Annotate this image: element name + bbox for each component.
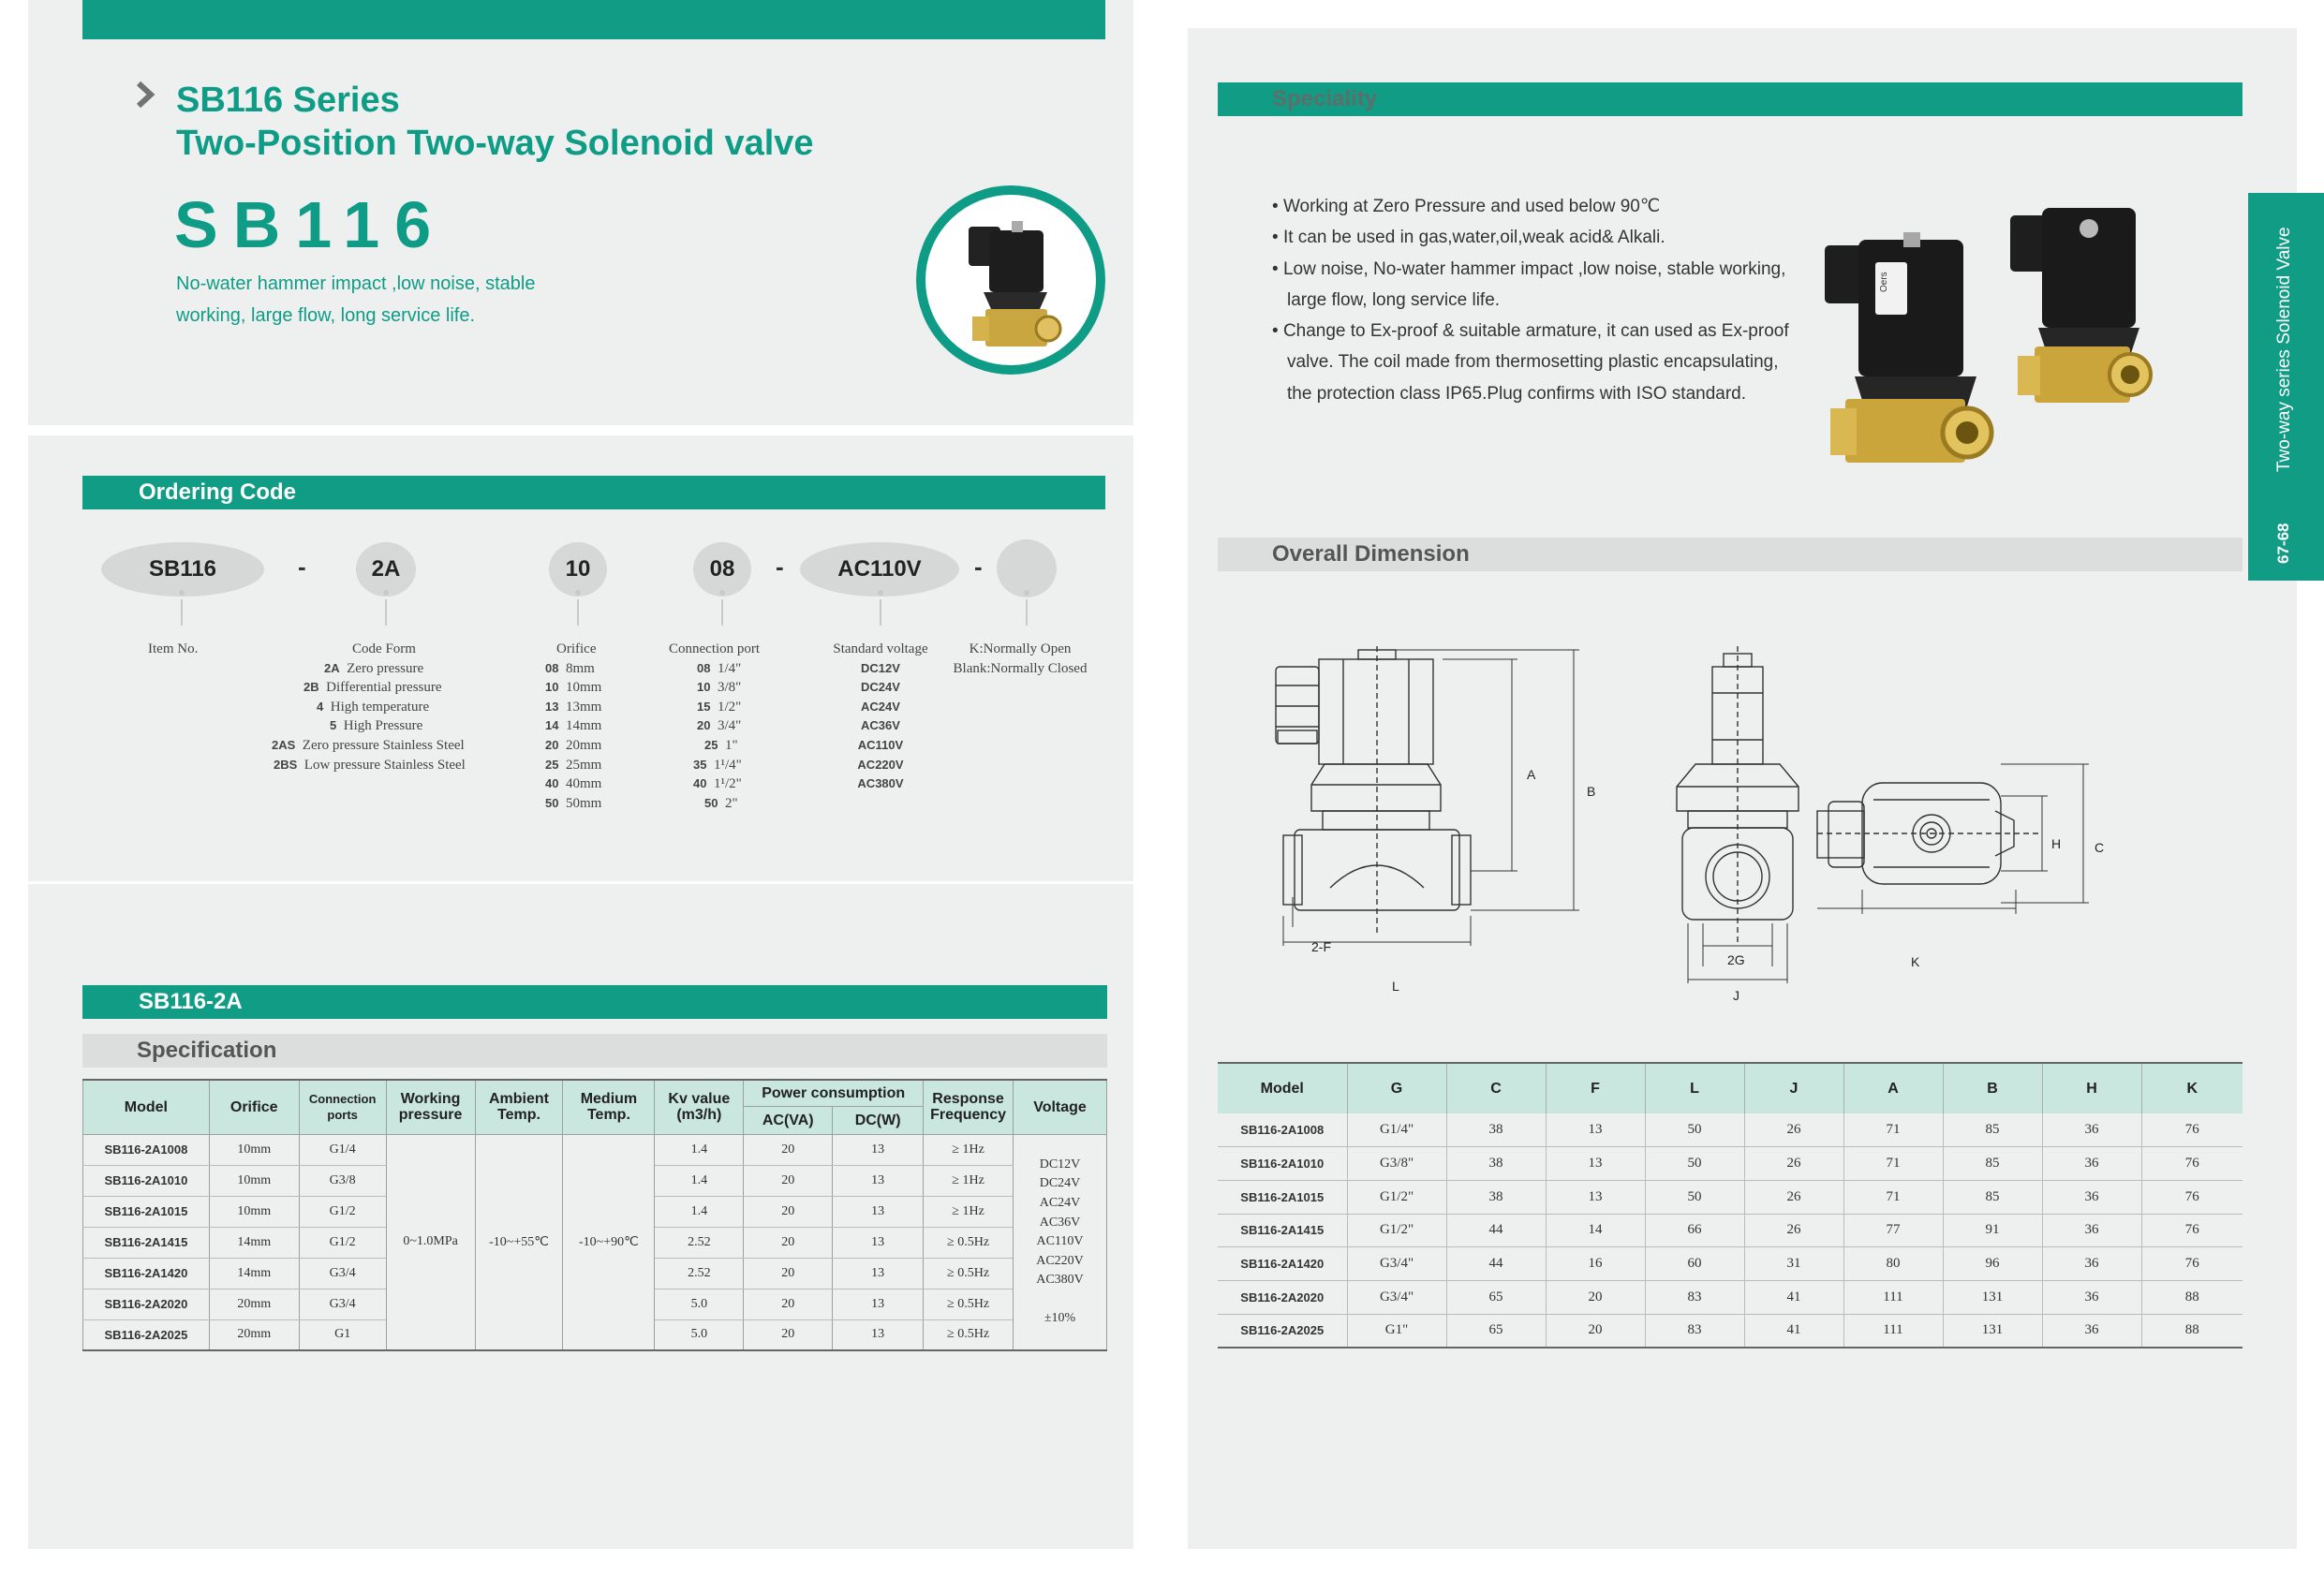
col-header: L [1645, 1063, 1744, 1113]
cell-model: SB116-2A1008 [83, 1134, 210, 1165]
cell-freq: ≥ 0.5Hz [924, 1289, 1014, 1319]
cell-k: 76 [2141, 1247, 2243, 1281]
col-header: Power consumption [744, 1080, 924, 1106]
dim-label-h: H [2051, 836, 2062, 851]
col-header: Orifice [209, 1080, 299, 1134]
col-header: A [1843, 1063, 1943, 1113]
dim-label-a: A [1527, 767, 1536, 782]
cell-k: 88 [2141, 1314, 2243, 1348]
col-header: Voltage [1014, 1080, 1107, 1134]
ordering-title: Ordering Code [139, 479, 297, 505]
cell-a: 71 [1843, 1180, 1943, 1214]
dim-label-g: 2G [1727, 952, 1745, 967]
normally-open-label: K:Normally Open [969, 641, 1072, 656]
pill-text: 08 [709, 556, 735, 582]
connector-line [880, 599, 881, 626]
connector-dot [383, 590, 389, 596]
dim-label-c: C [2095, 840, 2105, 855]
cell-dc: 13 [833, 1258, 924, 1289]
list-item: 25 25mm [545, 757, 602, 773]
table-row [1218, 1113, 2243, 1147]
dimension-drawing [1255, 637, 2192, 1011]
cell-f: 14 [1546, 1214, 1645, 1247]
cell-a: 71 [1843, 1147, 1943, 1181]
col-header: B [1943, 1063, 2042, 1113]
cell-orifice: 10mm [209, 1165, 299, 1196]
side-tab-label: Two-way series Solenoid Valve [2274, 227, 2294, 472]
list-item: 13 13mm [545, 699, 602, 715]
pill-orifice [549, 542, 607, 597]
brand-label: Oers [1879, 272, 1889, 292]
separator: - [776, 553, 784, 581]
pill-voltage [800, 542, 959, 597]
cell-f: 20 [1546, 1280, 1645, 1314]
cell-dc: 13 [833, 1196, 924, 1227]
col-header: Connection ports [299, 1080, 386, 1134]
separator: - [298, 553, 306, 581]
cell-ac: 20 [744, 1227, 833, 1258]
cell-l: 50 [1645, 1147, 1744, 1181]
cell-freq: ≥ 1Hz [924, 1134, 1014, 1165]
voltage-item: AC36V [1039, 1215, 1081, 1230]
cell-g: G3/4" [1347, 1280, 1446, 1314]
cell-pressure: 0~1.0MPa [386, 1134, 475, 1350]
list-item: 2B Differential pressure [303, 680, 442, 696]
connector-dot [179, 590, 185, 596]
table-row [83, 1134, 1107, 1165]
cell-model: SB116-2A2025 [1218, 1314, 1347, 1348]
cell-port: G3/8 [299, 1165, 386, 1196]
model-code: SB116 [174, 188, 447, 261]
list-item: AC36V [861, 718, 900, 733]
cell-b: 85 [1943, 1147, 2042, 1181]
connector-dot [1024, 590, 1029, 596]
cell-voltage [1014, 1134, 1107, 1350]
tagline-line: working, large flow, long service life. [176, 305, 476, 326]
normally-closed-label: Blank:Normally Closed [953, 660, 1088, 676]
series-title [176, 79, 814, 165]
list-item: 4 High temperature [317, 699, 430, 715]
list-item: 25 1" [704, 737, 738, 753]
cell-l: 50 [1645, 1180, 1744, 1214]
list-item: 2A Zero pressure [324, 660, 424, 676]
cell-orifice: 20mm [209, 1319, 299, 1350]
side-tab [2248, 193, 2324, 581]
cell-port: G1/4 [299, 1134, 386, 1165]
voltage-item: DC12V [1039, 1157, 1081, 1172]
cell-j: 41 [1744, 1280, 1843, 1314]
dim-label-l: L [1392, 979, 1399, 994]
cell-kv: 5.0 [655, 1289, 744, 1319]
list-item: 50 50mm [545, 795, 602, 811]
valve-icon [925, 195, 1096, 365]
cell-ac: 20 [744, 1196, 833, 1227]
specification-table [82, 1079, 1107, 1351]
cell-b: 96 [1943, 1247, 2042, 1281]
pill-text: 10 [565, 556, 591, 582]
cell-dc: 13 [833, 1319, 924, 1350]
cell-port: G3/4 [299, 1258, 386, 1289]
cell-orifice: 20mm [209, 1289, 299, 1319]
cell-f: 13 [1546, 1147, 1645, 1181]
table-row [1218, 1147, 2243, 1181]
voltage-list [821, 640, 940, 794]
cell-g: G1/2" [1347, 1214, 1446, 1247]
top-accent-bar [82, 0, 1105, 39]
dimension-title: Overall Dimension [1272, 541, 1470, 567]
list-item: • Low noise, No-water hammer impact ,low noise, stable working, large flow, long service life. [1272, 258, 1786, 310]
cell-port: G1/2 [299, 1196, 386, 1227]
cell-g: G1/4" [1347, 1113, 1446, 1147]
series-name: SB116 Series [176, 81, 400, 120]
list-item: 50 2" [704, 795, 738, 811]
cell-b: 85 [1943, 1113, 2042, 1147]
cell-port: G1 [299, 1319, 386, 1350]
list-item: 40 1¹/2" [693, 776, 742, 792]
voltage-item: DC24V [1039, 1176, 1081, 1191]
pill-normal [997, 539, 1057, 597]
list-item: 2BS Low pressure Stainless Steel [274, 757, 466, 773]
cell-ac: 20 [744, 1319, 833, 1350]
list-item: DC12V [861, 660, 900, 675]
table-row [1218, 1280, 2243, 1314]
cell-ac: 20 [744, 1289, 833, 1319]
cell-b: 131 [1943, 1280, 2042, 1314]
cell-a: 111 [1843, 1280, 1943, 1314]
cell-h: 36 [2042, 1214, 2141, 1247]
product-photo [1817, 197, 2211, 487]
cell-model: SB116-2A1415 [1218, 1214, 1347, 1247]
pill-text: AC110V [837, 556, 922, 582]
col-header: Ambient Temp. [475, 1080, 563, 1134]
normal-state-list [942, 640, 1098, 678]
list-item: 20 20mm [545, 737, 602, 753]
cell-g: G1/2" [1347, 1180, 1446, 1214]
cell-b: 131 [1943, 1314, 2042, 1348]
cell-j: 26 [1744, 1180, 1843, 1214]
voltage-label: Standard voltage [833, 641, 928, 656]
cell-j: 26 [1744, 1214, 1843, 1247]
cell-c: 38 [1446, 1147, 1546, 1181]
voltage-item: AC110V [1036, 1234, 1084, 1249]
pill-text: 2A [371, 556, 401, 582]
connector-dot [878, 590, 883, 596]
cell-orifice: 14mm [209, 1258, 299, 1289]
spec-section-title: SB116-2A [139, 989, 243, 1014]
voltage-item: AC220V [1036, 1253, 1084, 1268]
ordering-title-bar [82, 476, 1105, 509]
list-item: • It can be used in gas,water,oil,weak acid& Alkali. [1272, 228, 1665, 248]
port-list [669, 640, 791, 813]
tagline [176, 268, 616, 332]
code-form-list [270, 640, 504, 774]
cell-orifice: 10mm [209, 1134, 299, 1165]
cell-model: SB116-2A1415 [83, 1227, 210, 1258]
col-header: Response Frequency [924, 1080, 1014, 1134]
list-item: AC220V [857, 757, 904, 772]
table-row [1218, 1247, 2243, 1281]
speciality-title-bar [1218, 82, 2243, 116]
col-header: Working pressure [386, 1080, 475, 1134]
cell-freq: ≥ 0.5Hz [924, 1319, 1014, 1350]
connector-line [721, 599, 723, 626]
col-header: DC(W) [833, 1106, 924, 1134]
cell-h: 36 [2042, 1113, 2141, 1147]
cell-medium: -10~+90℃ [563, 1134, 655, 1350]
speciality-title: Speciality [1272, 86, 1378, 111]
connector-dot [575, 590, 581, 596]
cell-k: 76 [2141, 1147, 2243, 1181]
connector-line [1026, 599, 1028, 626]
list-item: 10 3/8" [697, 680, 742, 696]
cell-c: 38 [1446, 1113, 1546, 1147]
orifice-list [545, 640, 629, 813]
cell-c: 38 [1446, 1180, 1546, 1214]
cell-j: 26 [1744, 1113, 1843, 1147]
dimension-title-bar [1218, 538, 2243, 571]
cell-a: 80 [1843, 1247, 1943, 1281]
cell-f: 16 [1546, 1247, 1645, 1281]
cell-model: SB116-2A1015 [83, 1196, 210, 1227]
table-row [1218, 1180, 2243, 1214]
cell-freq: ≥ 0.5Hz [924, 1258, 1014, 1289]
cell-freq: ≥ 0.5Hz [924, 1227, 1014, 1258]
orifice-label: Orifice [556, 641, 597, 656]
cell-dc: 13 [833, 1134, 924, 1165]
cell-orifice: 10mm [209, 1196, 299, 1227]
cell-model: SB116-2A2020 [1218, 1280, 1347, 1314]
cell-model: SB116-2A2025 [83, 1319, 210, 1350]
cell-kv: 1.4 [655, 1134, 744, 1165]
col-header: H [2042, 1063, 2141, 1113]
cell-freq: ≥ 1Hz [924, 1196, 1014, 1227]
side-tab-pages: 67-68 [2274, 523, 2292, 564]
cell-l: 60 [1645, 1247, 1744, 1281]
cell-j: 26 [1744, 1147, 1843, 1181]
cell-orifice: 14mm [209, 1227, 299, 1258]
dimension-table [1218, 1062, 2243, 1349]
spec-title: Specification [137, 1038, 277, 1063]
cell-g: G1" [1347, 1314, 1446, 1348]
cell-model: SB116-2A1420 [83, 1258, 210, 1289]
cell-l: 83 [1645, 1314, 1744, 1348]
col-header: Model [1218, 1063, 1347, 1113]
cell-k: 76 [2141, 1113, 2243, 1147]
col-header: K [2141, 1063, 2243, 1113]
cell-l: 66 [1645, 1214, 1744, 1247]
list-item: AC380V [857, 776, 904, 791]
list-item: AC110V [857, 737, 904, 752]
cell-kv: 1.4 [655, 1196, 744, 1227]
cell-port: G3/4 [299, 1289, 386, 1319]
cell-c: 44 [1446, 1247, 1546, 1281]
connector-line [181, 599, 183, 626]
cell-h: 36 [2042, 1314, 2141, 1348]
pill-item-no [101, 542, 264, 597]
dim-label-j: J [1733, 988, 1739, 1003]
cell-h: 36 [2042, 1247, 2141, 1281]
cell-freq: ≥ 1Hz [924, 1165, 1014, 1196]
cell-h: 36 [2042, 1180, 2141, 1214]
col-header: F [1546, 1063, 1645, 1113]
spec-title-bar [82, 1034, 1107, 1068]
list-item: 14 14mm [545, 718, 602, 734]
cell-l: 50 [1645, 1113, 1744, 1147]
list-item: 08 1/4" [697, 660, 742, 676]
cell-k: 88 [2141, 1280, 2243, 1314]
table-header-row [1218, 1063, 2243, 1113]
voltage-item: AC24V [1039, 1196, 1081, 1211]
speciality-list [1272, 191, 1797, 409]
cell-model: SB116-2A1015 [1218, 1180, 1347, 1214]
cell-k: 76 [2141, 1214, 2243, 1247]
port-label: Connection port [669, 641, 761, 656]
cell-g: G3/4" [1347, 1247, 1446, 1281]
col-header: AC(VA) [744, 1106, 833, 1134]
cell-g: G3/8" [1347, 1147, 1446, 1181]
voltage-item: AC380V [1036, 1273, 1084, 1288]
cell-b: 85 [1943, 1180, 2042, 1214]
list-item: 2AS Zero pressure Stainless Steel [272, 737, 465, 753]
cell-a: 71 [1843, 1113, 1943, 1147]
cell-ac: 20 [744, 1165, 833, 1196]
list-item: DC24V [861, 680, 900, 695]
list-item: AC24V [861, 699, 900, 714]
pill-text: SB116 [148, 556, 217, 582]
list-item: 5 High Pressure [330, 718, 423, 734]
cell-c: 65 [1446, 1314, 1546, 1348]
list-item: 20 3/4" [697, 718, 742, 734]
cell-a: 111 [1843, 1314, 1943, 1348]
cell-dc: 13 [833, 1165, 924, 1196]
list-item: 15 1/2" [697, 699, 742, 715]
cell-kv: 1.4 [655, 1165, 744, 1196]
cell-l: 83 [1645, 1280, 1744, 1314]
item-no-label: Item No. [148, 641, 199, 656]
cell-j: 31 [1744, 1247, 1843, 1281]
cell-c: 44 [1446, 1214, 1546, 1247]
cell-model: SB116-2A1010 [83, 1165, 210, 1196]
cell-kv: 2.52 [655, 1227, 744, 1258]
connector-line [577, 599, 579, 626]
dim-label-f: 2-F [1311, 939, 1331, 954]
cell-model: SB116-2A1008 [1218, 1113, 1347, 1147]
col-header: Kv value (m3/h) [655, 1080, 744, 1134]
cell-a: 77 [1843, 1214, 1943, 1247]
cell-kv: 5.0 [655, 1319, 744, 1350]
cell-model: SB116-2A1420 [1218, 1247, 1347, 1281]
cell-dc: 13 [833, 1227, 924, 1258]
voltage-tolerance: ±10% [1044, 1311, 1076, 1326]
series-subtitle: Two-Position Two-way Solenoid valve [176, 124, 814, 163]
pill-port [693, 542, 751, 597]
col-header: Model [83, 1080, 210, 1134]
cell-model: SB116-2A2020 [83, 1289, 210, 1319]
cell-ac: 20 [744, 1258, 833, 1289]
chevron-right-icon [133, 81, 157, 109]
col-header: G [1347, 1063, 1446, 1113]
cell-dc: 13 [833, 1289, 924, 1319]
cell-f: 13 [1546, 1113, 1645, 1147]
list-item: 40 40mm [545, 776, 602, 792]
cell-f: 13 [1546, 1180, 1645, 1214]
cell-h: 36 [2042, 1147, 2141, 1181]
col-header: J [1744, 1063, 1843, 1113]
col-header: Medium Temp. [563, 1080, 655, 1134]
cell-k: 76 [2141, 1180, 2243, 1214]
cell-kv: 2.52 [655, 1258, 744, 1289]
list-item: • Working at Zero Pressure and used below 90℃ [1272, 197, 1661, 216]
connector-dot [719, 590, 725, 596]
cell-h: 36 [2042, 1280, 2141, 1314]
cell-b: 91 [1943, 1214, 2042, 1247]
cell-c: 65 [1446, 1280, 1546, 1314]
product-thumbnail [916, 185, 1105, 375]
pill-code-form [356, 542, 416, 597]
cell-ac: 20 [744, 1134, 833, 1165]
table-row [1218, 1214, 2243, 1247]
list-item: 10 10mm [545, 680, 602, 696]
connector-line [385, 599, 387, 626]
spec-section-bar [82, 985, 1107, 1019]
dim-label-b: B [1587, 784, 1596, 799]
tagline-line: No-water hammer impact ,low noise, stable [176, 273, 536, 294]
cell-port: G1/2 [299, 1227, 386, 1258]
cell-j: 41 [1744, 1314, 1843, 1348]
list-item: • Change to Ex-proof & suitable armature, it can used as Ex-proof valve. The coil made from thermosetting plastic encapsulating, the protection class IP65.Plug confirms with ISO standard. [1272, 321, 1789, 404]
cell-f: 20 [1546, 1314, 1645, 1348]
separator: - [974, 553, 983, 581]
table-header-row [83, 1080, 1107, 1106]
code-form-label: Code Form [352, 641, 416, 656]
cell-model: SB116-2A1010 [1218, 1147, 1347, 1181]
list-item: 08 8mm [545, 660, 595, 676]
col-header: C [1446, 1063, 1546, 1113]
table-row [1218, 1314, 2243, 1348]
cell-ambient: -10~+55℃ [475, 1134, 563, 1350]
list-item: 35 1¹/4" [693, 757, 742, 773]
dim-label-k: K [1911, 954, 1920, 969]
